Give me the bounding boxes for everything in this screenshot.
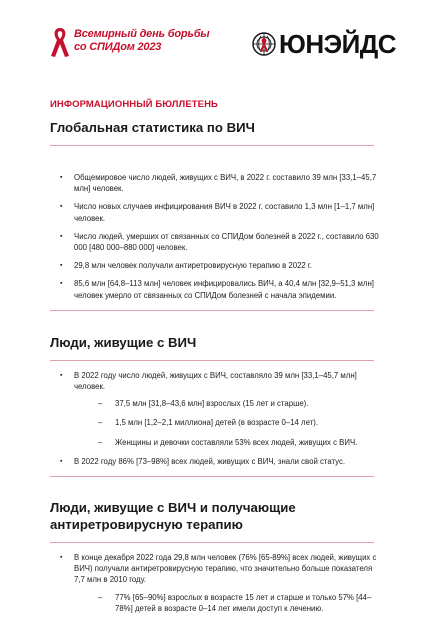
page-header (0, 0, 424, 78)
un-emblem-icon (252, 32, 276, 56)
list-item-text: В 2022 году число людей, живущих с ВИЧ, составляло 39 млн [33,1–45,7 млн] человек. (74, 370, 357, 392)
section-global-statistics (50, 119, 380, 311)
event-title-line2: со СПИДом 2023 (74, 41, 162, 53)
document-kicker: ИНФОРМАЦИОННЫЙ БЮЛЛЕТЕНЬ (50, 99, 218, 110)
list-item: ▪ Число людей, умерших от связанных со СПИДом болезней в 2022 г., составило 630 000 [480 000–880 000] человек. (50, 231, 380, 253)
sub-list (74, 398, 380, 448)
sub-list-item: – 1,5 млн [1,2–2,1 миллиона] детей (в возрасте 0–14 лет). (74, 417, 380, 428)
sub-list-item: – 37,5 млн [31,8–43,6 млн] взрослых (15 лет и старше). (74, 398, 380, 409)
list-item (50, 370, 380, 448)
section-divider (50, 310, 374, 311)
section-heading-line2: антиретровирусную терапию (50, 517, 243, 533)
treatment-list (50, 552, 380, 614)
event-title (74, 28, 210, 54)
list-item: ▪ 29,8 млн человек получали антиретровирусную терапию в 2022 г. (50, 260, 380, 271)
section-heading-line1: Люди, живущие с ВИЧ и получающие (50, 500, 296, 516)
section-art-treatment (50, 499, 380, 614)
list-item: ▪ Общемировое число людей, живущих с ВИЧ, в 2022 г. составило 39 млн [33,1–45,7 млн] человек. (50, 172, 380, 194)
section-heading: Люди, живущие с ВИЧ (50, 334, 197, 350)
list-item: ▪ Число новых случаев инфицирования ВИЧ в 2022 г. составило 1,3 млн [1–1,7 млн] человек. (50, 201, 380, 223)
sub-list-item: – Женщины и девочки составляли 53% всех людей, живущих с ВИЧ. (74, 437, 380, 448)
org-logo: ЮНЭЙДС (279, 29, 397, 59)
list-item (50, 552, 380, 614)
red-ribbon-icon (49, 26, 71, 58)
section-divider (50, 360, 374, 361)
list-item: ▪ В 2022 году 86% [73–98%] всех людей, живущих с ВИЧ, знали свой статус. (50, 456, 380, 467)
list-item: ▪ 85,6 млн [64,8–113 млн] человек инфицировались ВИЧ, а 40,4 млн [32,9–51,3 млн] человек умерло от связанных со СПИДом болезней с начала эпидемии. (50, 278, 380, 300)
statistics-list (50, 172, 380, 301)
sub-list (74, 592, 380, 614)
sub-list-item: – 77% [65–90%] взрослых в возрасте 15 лет и старше и только 57% [44–78%] детей в возрасте 0–14 лет имели доступ к лечению. (74, 592, 380, 614)
section-heading: Глобальная статистика по ВИЧ (50, 120, 255, 135)
section-heading (50, 499, 380, 533)
list-item-text: В конце декабря 2022 года 29,8 млн человек (76% [65-89%] всех людей, живущих с ВИЧ) получали антиретровирусную терапию, что значительно больше показателя 7,7 млн в 2010 году. (74, 553, 377, 585)
people-list (50, 370, 380, 467)
document-body (50, 99, 380, 621)
section-divider (50, 542, 374, 543)
section-divider (50, 145, 374, 146)
section-people-living-with-hiv (50, 334, 380, 477)
section-divider (50, 476, 374, 477)
event-title-line1: Всемирный день борьбы (74, 28, 210, 40)
